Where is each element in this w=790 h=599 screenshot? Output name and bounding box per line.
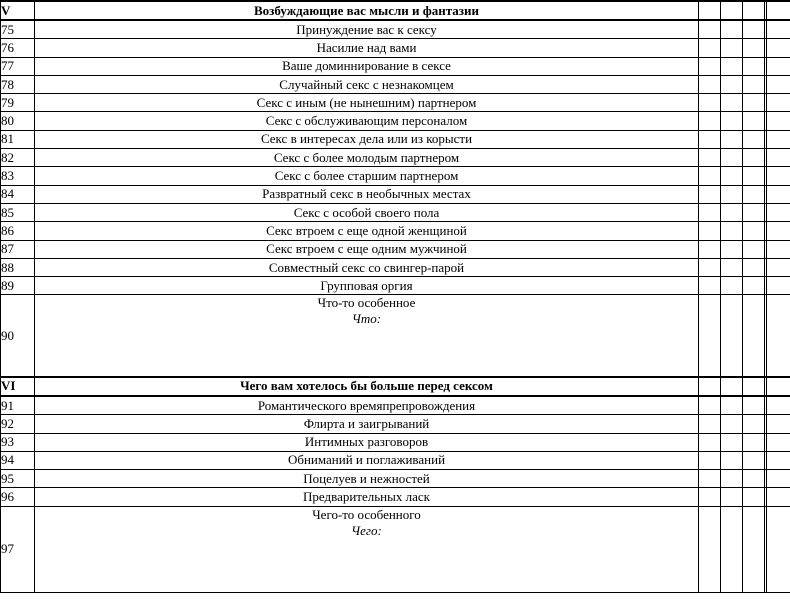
section-header-answer-box-4[interactable] [767,1,790,20]
section-title: Возбуждающие вас мысли и фантазии [35,1,699,20]
question-number: 75 [1,20,35,39]
question-number: 90 [1,295,35,377]
question-row-answer-box-1[interactable] [699,94,721,112]
question-row-answer-box-4[interactable] [767,240,790,258]
section-title: Чего вам хотелось бы больше перед сексом [35,377,699,396]
question-number: 79 [1,94,35,112]
question-row-answer-box-1[interactable] [699,240,721,258]
question-row [1,470,790,488]
question-row-answer-box-3[interactable] [743,75,765,93]
other-label: Чего-то особенного [312,506,421,522]
question-row-answer-box-3[interactable] [743,57,765,75]
section-header-answer-box-2[interactable] [721,377,743,396]
question-row-answer-box-2[interactable] [721,240,743,258]
question-text: Секс втроем с еще одной женщиной [35,222,699,240]
question-row-answer-box-3[interactable] [743,488,765,506]
section-numeral: VI [1,377,35,396]
question-row-answer-box-4[interactable] [767,396,790,415]
question-row-answer-box-1[interactable] [699,451,721,469]
question-row-answer-box-4[interactable] [767,277,790,295]
question-number: 96 [1,488,35,506]
question-row-answer-box-4[interactable] [767,415,790,433]
question-row-answer-box-4[interactable] [767,451,790,469]
other-label: Что-то особенное [317,295,416,311]
question-row-answer-box-2[interactable] [721,415,743,433]
question-row-answer-box-1[interactable] [699,222,721,240]
question-text: Флирта и заигрываний [35,415,699,433]
question-number: 88 [1,258,35,276]
question-row-answer-box-2[interactable] [721,203,743,221]
question-row-answer-box-1[interactable] [699,185,721,203]
question-text: Секс с более старшим партнером [35,167,699,185]
question-row [1,433,790,451]
question-row-answer-box-1[interactable] [699,149,721,167]
question-number: 77 [1,57,35,75]
question-number: 78 [1,75,35,93]
question-row-answer-box-2[interactable] [721,39,743,57]
other-row [1,295,790,377]
question-row-answer-box-3[interactable] [743,20,765,39]
other-row-answer-box-4[interactable] [767,295,790,377]
question-row [1,112,790,130]
question-row-answer-box-3[interactable] [743,130,765,148]
question-number: 93 [1,433,35,451]
question-text: Предварительных ласк [35,488,699,506]
question-row-answer-box-1[interactable] [699,258,721,276]
question-number: 89 [1,277,35,295]
question-row [1,222,790,240]
question-row-answer-box-4[interactable] [767,130,790,148]
question-row-answer-box-4[interactable] [767,112,790,130]
question-text: Ваше доминнирование в сексе [35,57,699,75]
question-row [1,39,790,57]
question-row-answer-box-2[interactable] [721,130,743,148]
section-header [1,1,790,20]
section-header-answer-box-1[interactable] [699,377,721,396]
question-row-answer-box-3[interactable] [743,149,765,167]
question-text: Секс в интересах дела или из корысти [35,130,699,148]
question-row-answer-box-3[interactable] [743,39,765,57]
question-text: Насилие над вами [35,39,699,57]
question-row-answer-box-3[interactable] [743,258,765,276]
question-number: 97 [1,506,35,592]
question-row-answer-box-4[interactable] [767,39,790,57]
question-row-answer-box-3[interactable] [743,222,765,240]
question-row-answer-box-2[interactable] [721,222,743,240]
question-number: 81 [1,130,35,148]
question-row-answer-box-2[interactable] [721,433,743,451]
question-row-answer-box-1[interactable] [699,20,721,39]
question-row-answer-box-4[interactable] [767,185,790,203]
other-text-cell[interactable] [35,295,699,377]
question-row-answer-box-2[interactable] [721,75,743,93]
question-row-answer-box-4[interactable] [767,203,790,221]
question-number: 83 [1,167,35,185]
question-row-answer-box-3[interactable] [743,451,765,469]
other-prompt: Что: [351,311,382,327]
question-row-answer-box-2[interactable] [721,451,743,469]
question-row-answer-box-4[interactable] [767,149,790,167]
question-row-answer-box-4[interactable] [767,433,790,451]
question-text: Поцелуев и нежностей [35,470,699,488]
question-row-answer-box-3[interactable] [743,470,765,488]
other-row-answer-box-1[interactable] [699,506,721,592]
question-text: Секс с обслуживающим персоналом [35,112,699,130]
question-text: Обниманий и поглаживаний [35,451,699,469]
other-row-answer-box-3[interactable] [743,295,765,377]
question-row [1,451,790,469]
question-row-answer-box-3[interactable] [743,240,765,258]
question-row-answer-box-1[interactable] [699,203,721,221]
question-row-answer-box-1[interactable] [699,112,721,130]
question-text: Групповая оргия [35,277,699,295]
question-row [1,149,790,167]
question-row-answer-box-1[interactable] [699,57,721,75]
question-text: Принуждение вас к сексу [35,20,699,39]
question-row-answer-box-4[interactable] [767,488,790,506]
question-number: 86 [1,222,35,240]
question-row-answer-box-4[interactable] [767,20,790,39]
question-row [1,130,790,148]
question-row-answer-box-1[interactable] [699,167,721,185]
other-row [1,506,790,592]
question-text: Секс с более молодым партнером [35,149,699,167]
question-row-answer-box-3[interactable] [743,185,765,203]
question-row [1,57,790,75]
question-row-answer-box-2[interactable] [721,277,743,295]
question-number: 80 [1,112,35,130]
question-text: Случайный секс с незнакомцем [35,75,699,93]
question-text: Романтического времяпрепровождения [35,396,699,415]
question-number: 76 [1,39,35,57]
question-row [1,240,790,258]
question-row-answer-box-3[interactable] [743,167,765,185]
question-row [1,167,790,185]
question-row [1,203,790,221]
question-row-answer-box-4[interactable] [767,57,790,75]
question-row-answer-box-4[interactable] [767,470,790,488]
question-text: Интимных разговоров [35,433,699,451]
question-row-answer-box-1[interactable] [699,415,721,433]
section-header-answer-box-2[interactable] [721,1,743,20]
question-row-answer-box-2[interactable] [721,57,743,75]
question-row [1,488,790,506]
question-text: Секс с особой своего пола [35,203,699,221]
question-row-answer-box-3[interactable] [743,203,765,221]
question-row-answer-box-2[interactable] [721,488,743,506]
question-row-answer-box-2[interactable] [721,258,743,276]
question-row-answer-box-1[interactable] [699,488,721,506]
question-row-answer-box-1[interactable] [699,75,721,93]
question-row-answer-box-4[interactable] [767,222,790,240]
question-number: 94 [1,451,35,469]
question-text: Секс с иным (не нынешним) партнером [35,94,699,112]
question-row-answer-box-3[interactable] [743,94,765,112]
question-row-answer-box-4[interactable] [767,94,790,112]
question-number: 91 [1,396,35,415]
question-number: 92 [1,415,35,433]
question-text: Развратный секс в необычных местах [35,185,699,203]
other-row-answer-box-2[interactable] [721,295,743,377]
question-row [1,185,790,203]
section-header-answer-box-3[interactable] [743,1,765,20]
question-row-answer-box-2[interactable] [721,470,743,488]
question-number: 84 [1,185,35,203]
question-row-answer-box-2[interactable] [721,149,743,167]
question-number: 87 [1,240,35,258]
question-row-answer-box-2[interactable] [721,167,743,185]
question-row-answer-box-2[interactable] [721,112,743,130]
question-row-answer-box-1[interactable] [699,470,721,488]
question-row [1,277,790,295]
other-row-answer-box-4[interactable] [767,506,790,592]
question-row [1,94,790,112]
question-row-answer-box-3[interactable] [743,112,765,130]
other-prompt: Чего: [351,522,382,538]
question-row-answer-box-3[interactable] [743,396,765,415]
question-text: Секс втроем с еще одним мужчиной [35,240,699,258]
question-number: 95 [1,470,35,488]
question-row-answer-box-1[interactable] [699,39,721,57]
question-row-answer-box-1[interactable] [699,396,721,415]
question-row [1,415,790,433]
other-row-answer-box-3[interactable] [743,506,765,592]
section-numeral: V [1,1,35,20]
question-row-answer-box-2[interactable] [721,185,743,203]
question-row-answer-box-3[interactable] [743,415,765,433]
question-row [1,258,790,276]
question-row-answer-box-2[interactable] [721,94,743,112]
question-row-answer-box-1[interactable] [699,433,721,451]
question-row-answer-box-3[interactable] [743,433,765,451]
section-header-answer-box-3[interactable] [743,377,765,396]
other-text-cell[interactable] [35,506,699,592]
question-row-answer-box-4[interactable] [767,167,790,185]
question-row-answer-box-2[interactable] [721,396,743,415]
section-header-answer-box-1[interactable] [699,1,721,20]
other-row-answer-box-1[interactable] [699,295,721,377]
question-row-answer-box-3[interactable] [743,277,765,295]
question-text: Совместный секс со свингер-парой [35,258,699,276]
section-header [1,377,790,396]
section-header-answer-box-4[interactable] [767,377,790,396]
question-row-answer-box-4[interactable] [767,258,790,276]
question-row-answer-box-4[interactable] [767,75,790,93]
question-number: 85 [1,203,35,221]
question-row-answer-box-1[interactable] [699,277,721,295]
question-row-answer-box-2[interactable] [721,20,743,39]
question-row [1,396,790,415]
other-row-answer-box-2[interactable] [721,506,743,592]
question-row [1,20,790,39]
question-row-answer-box-1[interactable] [699,130,721,148]
question-row [1,75,790,93]
question-number: 82 [1,149,35,167]
